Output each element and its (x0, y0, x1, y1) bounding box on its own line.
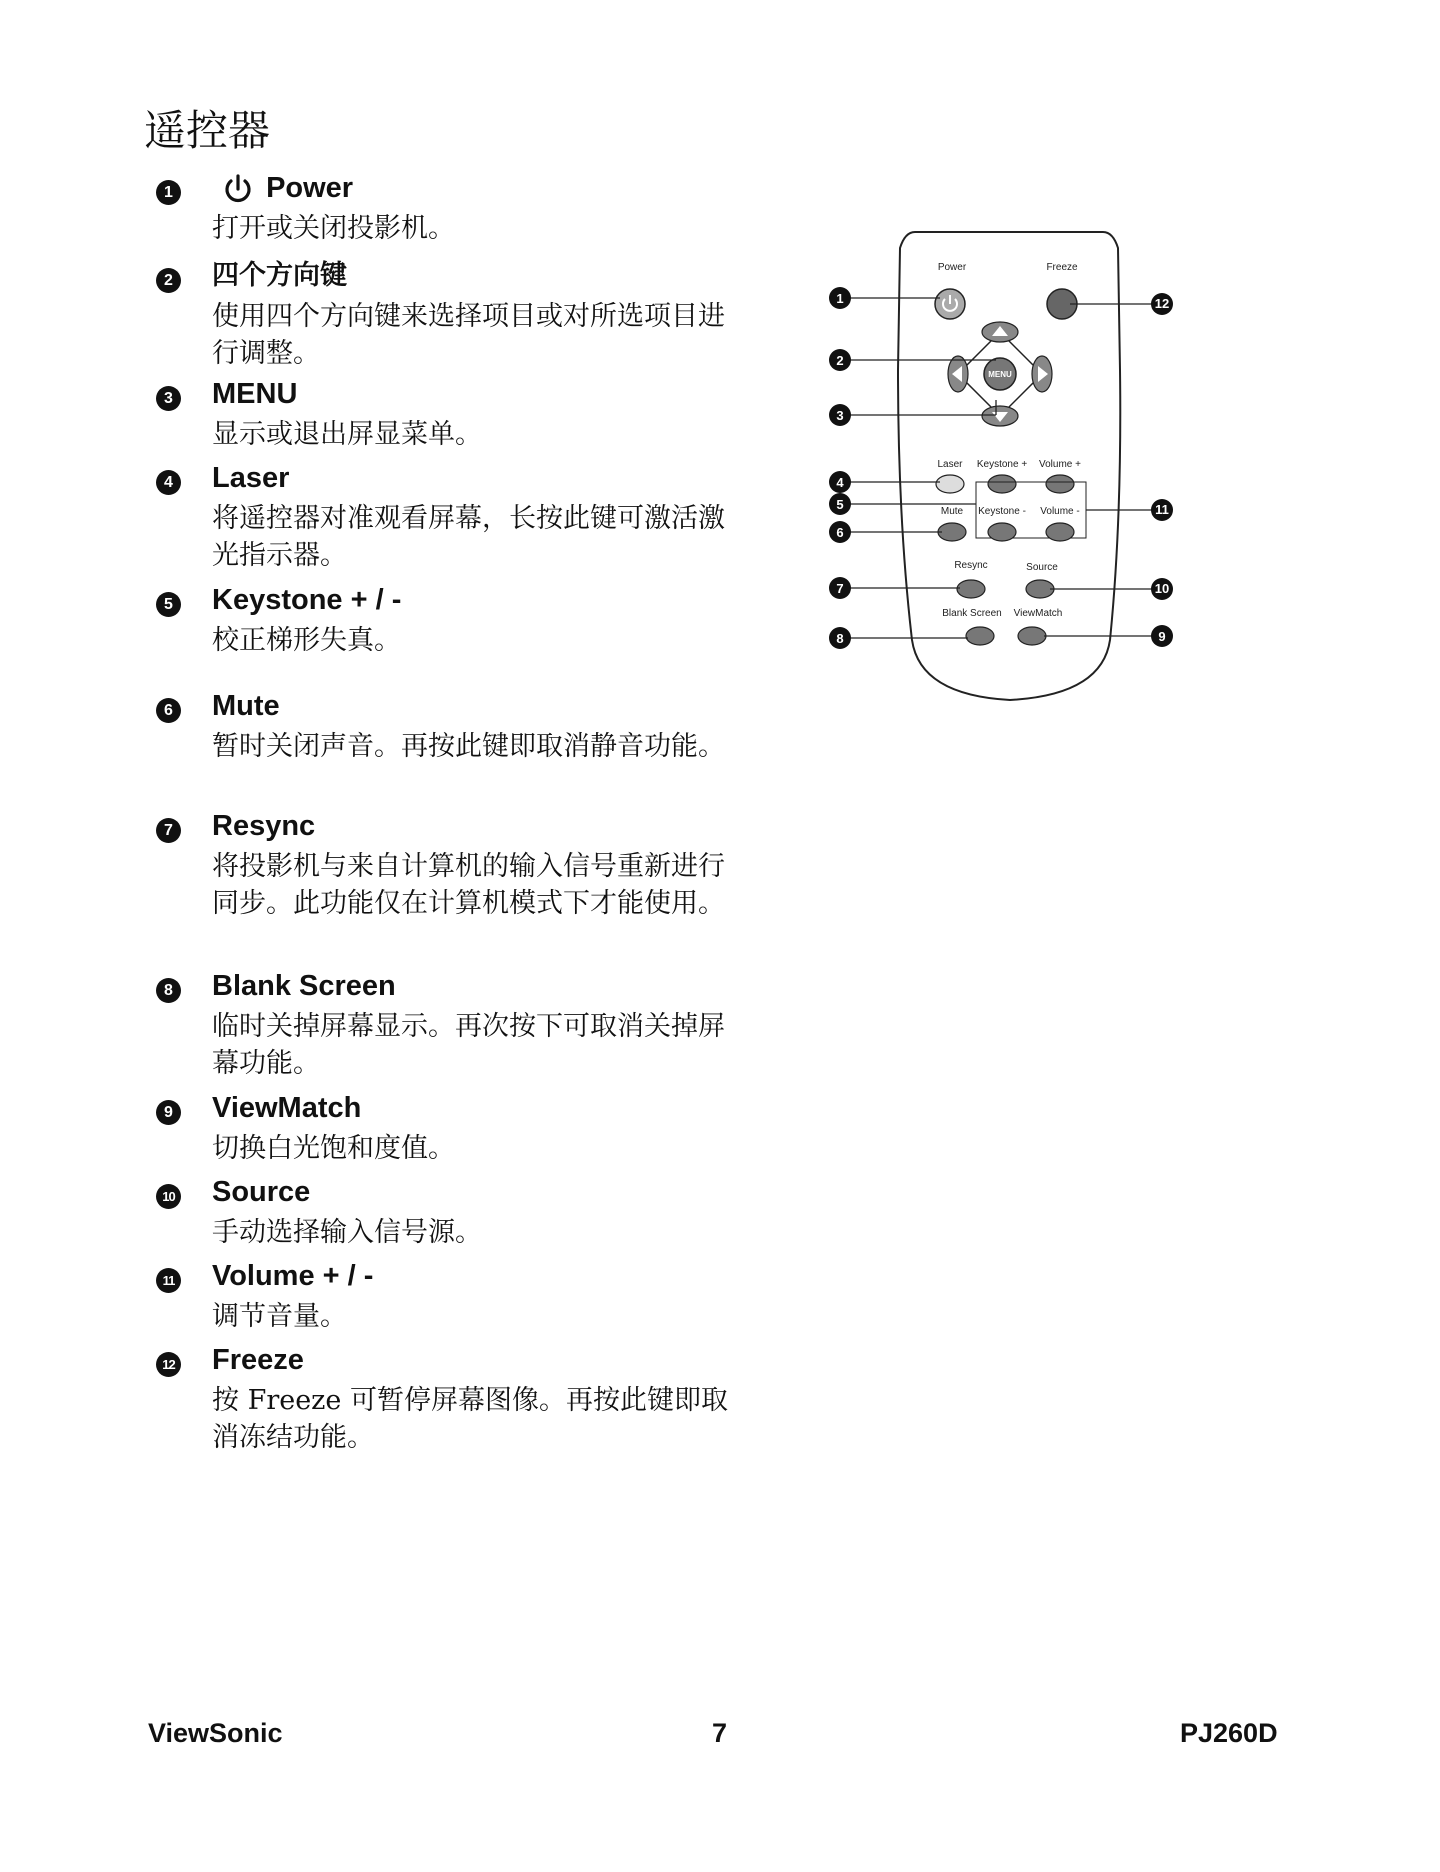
callout-10: 10 (1154, 581, 1170, 596)
volume-minus-button[interactable] (1046, 523, 1074, 541)
item-desc: 校正梯形失真。 (212, 625, 401, 656)
keystone-minus-button[interactable] (988, 523, 1016, 541)
callout-9: 9 (1158, 629, 1166, 644)
callout-number: 12 (156, 1352, 181, 1377)
label-source: Source (1026, 562, 1058, 573)
laser-button[interactable] (936, 475, 964, 493)
label-menu: MENU (988, 370, 1012, 379)
callout-number: 2 (156, 268, 181, 293)
item-title: Keystone + / - (212, 584, 402, 616)
item-title-text: Power (266, 172, 354, 204)
label-viewmatch: ViewMatch (1013, 608, 1063, 619)
item-desc: 手动选择输入信号源。 (212, 1217, 482, 1248)
item-title: Freeze (212, 1344, 304, 1376)
item-title: ViewMatch (212, 1092, 362, 1124)
label-keystone-plus: Keystone + (976, 459, 1028, 470)
item-title: Mute (212, 690, 280, 722)
callout-12: 12 (1154, 296, 1170, 311)
page-title: 遥控器 (144, 106, 271, 155)
item-desc: 调节音量。 (212, 1301, 347, 1332)
item-title: Resync (212, 810, 316, 842)
source-button[interactable] (1026, 580, 1054, 598)
remote-control-diagram (820, 220, 1200, 810)
callout-number: 3 (156, 386, 181, 411)
label-mute: Mute (940, 506, 964, 517)
item-title: Blank Screen (212, 970, 396, 1002)
footer-page-number: 7 (712, 1718, 728, 1748)
callout-1: 1 (836, 291, 844, 306)
item-title: Source (212, 1176, 311, 1208)
viewmatch-button[interactable] (1018, 627, 1046, 645)
power-icon (218, 172, 258, 206)
callout-7: 7 (836, 581, 844, 596)
item-desc: 将遥控器对准观看屏幕，长按此键可激活激光指示器。 (212, 503, 725, 571)
item-desc: 显示或退出屏显菜单。 (212, 419, 482, 450)
item-title: 四个方向键 (212, 260, 347, 291)
resync-button[interactable] (957, 580, 985, 598)
footer-model: PJ260D (1180, 1718, 1278, 1748)
label-power: Power (937, 262, 967, 273)
callout-2: 2 (836, 353, 844, 368)
callout-number: 6 (156, 698, 181, 723)
callout-number: 11 (156, 1268, 181, 1293)
callout-6: 6 (836, 525, 844, 540)
label-blank-screen: Blank Screen (942, 608, 1002, 619)
callout-number: 10 (156, 1184, 181, 1209)
item-desc: 暂时关闭声音。再按此键即取消静音功能。 (212, 731, 725, 762)
label-freeze: Freeze (1046, 262, 1078, 273)
blank-screen-button[interactable] (966, 627, 994, 645)
item-desc: 将投影机与来自计算机的输入信号重新进行同步。此功能仅在计算机模式下才能使用。 (212, 851, 725, 919)
item-title: MENU (212, 378, 298, 410)
label-keystone-minus: Keystone - (978, 506, 1026, 517)
keystone-plus-button[interactable] (988, 475, 1016, 493)
callout-number: 4 (156, 470, 181, 495)
item-desc: 切换白光饱和度值。 (212, 1133, 455, 1164)
callout-5: 5 (836, 497, 844, 512)
item-desc: 临时关掉屏幕显示。再次按下可取消关掉屏幕功能。 (212, 1011, 725, 1079)
callout-number: 7 (156, 818, 181, 843)
volume-plus-button[interactable] (1046, 475, 1074, 493)
item-desc: 打开或关闭投影机。 (212, 213, 455, 244)
callout-number: 8 (156, 978, 181, 1003)
callout-4: 4 (836, 475, 844, 490)
item-desc: 按 Freeze 可暂停屏幕图像。再按此键即取消冻结功能。 (212, 1385, 728, 1453)
callout-11: 11 (1155, 502, 1169, 517)
item-title: Volume + / - (212, 1260, 374, 1292)
item-title (212, 170, 353, 206)
mute-button[interactable] (938, 523, 966, 541)
callout-3: 3 (836, 408, 844, 423)
callout-number: 1 (156, 180, 181, 205)
item-title: Laser (212, 462, 290, 494)
label-resync: Resync (954, 560, 988, 571)
callout-8: 8 (836, 631, 844, 646)
callout-number: 9 (156, 1100, 181, 1125)
callout-number: 5 (156, 592, 181, 617)
label-laser: Laser (937, 459, 963, 470)
label-volume-plus: Volume + (1039, 459, 1081, 470)
label-volume-minus: Volume - (1040, 506, 1080, 517)
footer-brand: ViewSonic (148, 1718, 283, 1748)
item-desc: 使用四个方向键来选择项目或对所选项目进行调整。 (212, 301, 725, 369)
